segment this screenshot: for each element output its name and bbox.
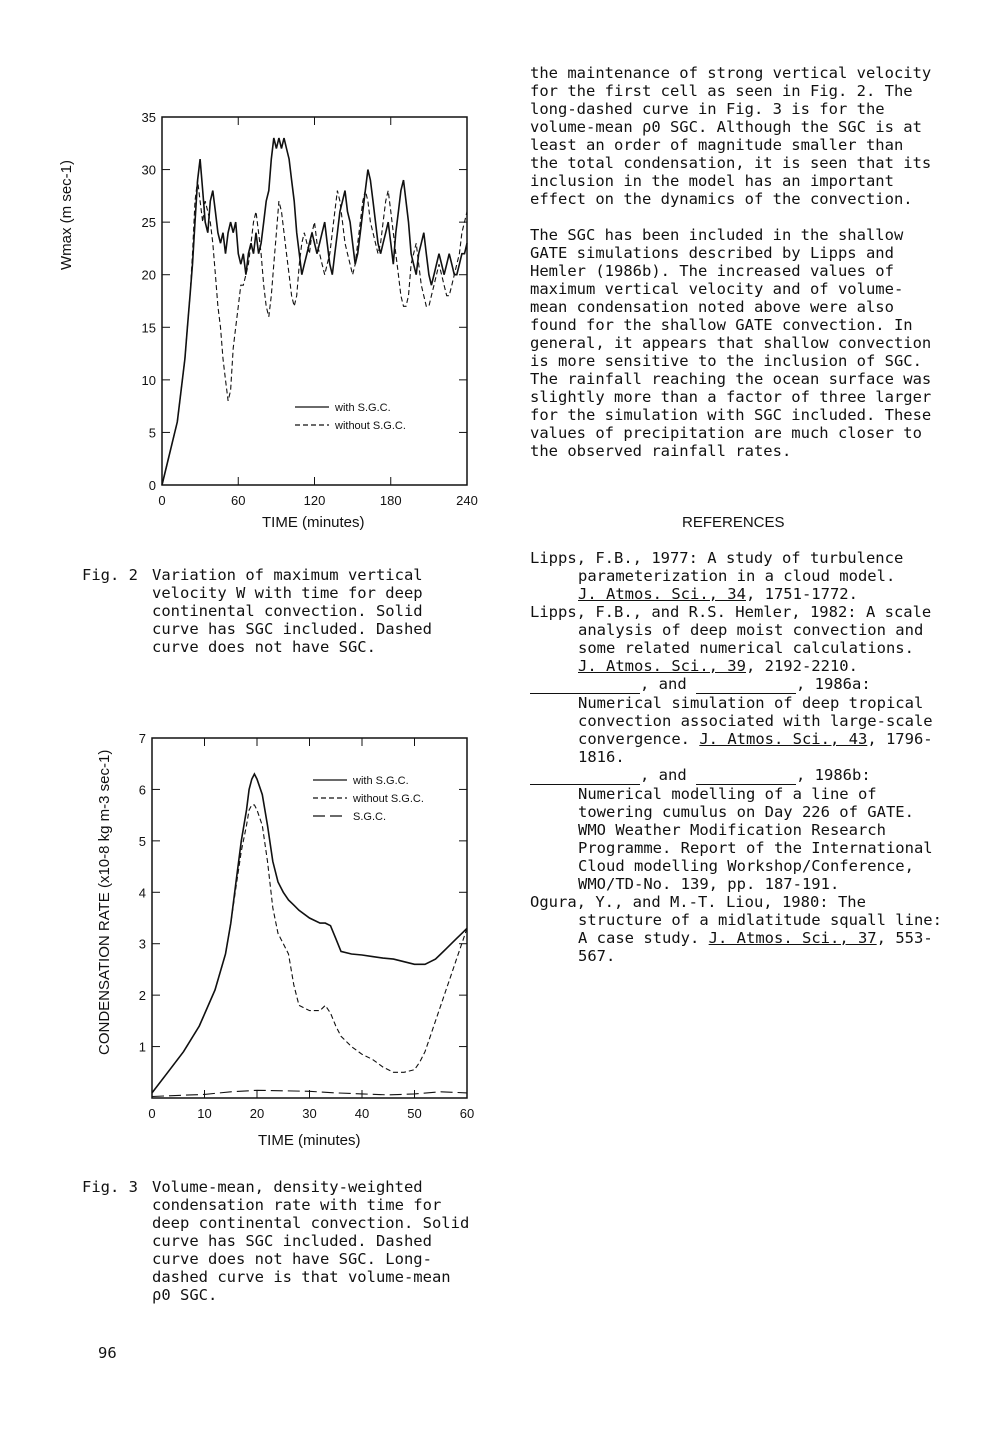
fig3-chart (80, 720, 500, 1130)
fig2-ylabel (58, 160, 75, 270)
y-tick-label: 20 (141, 267, 156, 283)
ref4-and: , and (640, 766, 687, 784)
y-tick-label: 7 (138, 731, 146, 746)
series-line-without-s-g-c- (152, 805, 467, 1093)
ref4-author-blank-2 (696, 766, 796, 785)
fig3-ylabel-text: CONDENSATION RATE (x10-8 kg m-3 sec-1) (96, 749, 113, 1055)
x-tick-label: 10 (197, 1106, 212, 1121)
x-tick-label: 0 (148, 1106, 156, 1121)
x-tick-label: 20 (249, 1106, 265, 1121)
ref3-journal: J. Atmos. Sci., 43 (699, 730, 868, 748)
ref2-pages: , 2192-2210. (745, 657, 858, 675)
y-tick-label: 1 (138, 1039, 146, 1055)
legend-label: with S.G.C. (353, 775, 409, 787)
y-tick-label: 30 (141, 162, 156, 178)
ref5-pages: , 553-567. (578, 929, 933, 965)
ref1-journal: J. Atmos. Sci., 34 (578, 585, 746, 603)
y-tick-label: 10 (141, 372, 156, 388)
series-line-with-s-g-c- (162, 138, 467, 485)
y-tick-label: 5 (148, 425, 156, 441)
fig2-ylabel-text: Wmax (m sec-1) (58, 160, 75, 270)
ref4-year: , 1986b: (796, 766, 871, 784)
fig2-xlabel: TIME (minutes) (262, 514, 365, 531)
legend-label: with S.G.C. (335, 402, 391, 414)
reference-lipps-hemler-1982 (530, 603, 950, 675)
ref4-author-blank (530, 766, 640, 785)
reference-1986b (530, 766, 950, 893)
fig2-plot (142, 110, 478, 508)
y-tick-label: 0 (148, 478, 156, 493)
ref2-journal: J. Atmos. Sci., 39 (578, 657, 746, 675)
ref3-year: , 1986a: (796, 675, 871, 693)
ref3-author-blank (530, 675, 640, 694)
series-line-with-s-g-c- (152, 774, 467, 1093)
fig3-xlabel: TIME (minutes) (258, 1132, 361, 1149)
fig2-label: Fig. 2 (82, 566, 138, 584)
ref3-body: Numerical simulation of deep tropical convection associated with large-scale convergence. (578, 694, 933, 748)
reference-ogura-liou-1980 (530, 893, 950, 965)
page-number: 96 (98, 1344, 117, 1362)
fig2-chart (80, 105, 500, 535)
x-tick-label: 0 (158, 493, 166, 508)
legend-label: without S.G.C. (335, 420, 406, 432)
legend-label: S.G.C. (353, 811, 387, 823)
ref3-author-blank-2 (696, 675, 796, 694)
y-tick-label: 3 (138, 936, 146, 952)
x-tick-label: 30 (302, 1106, 317, 1121)
body-paragraph-2: The SGC has been included in the shallow GATE simulations described by Lipps and Hemler (1986b). The increased values of maximum vertical velocity and of volume-mean condensation noted above were also found for the shallow GATE convection. In general, it appears that shallow convection is more sensitive to the inclusion of SGC. The rainfall reaching the ocean surface was slightly more than a factor of three larger for the simulation with SGC included. These values of precipitation are much closer to the observed rainfall rates. (530, 226, 932, 460)
reference-1986a (530, 675, 950, 766)
plot-frame (162, 117, 467, 485)
y-tick-label: 2 (138, 988, 146, 1004)
legend-label: without S.G.C. (353, 793, 424, 805)
x-tick-label: 60 (231, 493, 246, 508)
references-list (530, 549, 950, 965)
ref3-pages: , 1796-1816. (578, 730, 933, 766)
references-heading: REFERENCES (682, 514, 785, 531)
reference-lipps-1977 (530, 549, 950, 603)
ref3-and: , and (640, 675, 687, 693)
y-tick-label: 6 (138, 782, 146, 798)
ref5-head: Ogura, Y., and M.-T. Liou, 1980: The structure of a midlatitude squall line: A case study. (530, 893, 942, 947)
x-tick-label: 120 (303, 493, 326, 508)
ref2-head: Lipps, F.B., and R.S. Hemler, 1982: A scale analysis of deep moist convection and some related numerical calculations. (530, 603, 932, 657)
x-tick-label: 180 (379, 493, 402, 508)
fig2-caption: Variation of maximum vertical velocity W with time for deep continental convection. Solid curve has SGC included. Dashed curve does not have SGC. (152, 566, 432, 656)
x-tick-label: 40 (354, 1106, 370, 1121)
ref1-head: Lipps, F.B., 1977: A study of turbulence parameterization in a cloud model. (530, 549, 904, 585)
fig3-label: Fig. 3 (82, 1178, 138, 1196)
ref1-pages: , 1751-1772. (745, 585, 858, 603)
y-tick-label: 35 (141, 110, 156, 125)
ref4-body: Numerical modelling of a line of towering cumulus on Day 226 of GATE. WMO Weather Modification Research Programme. Report of the International Cloud modelling Workshop/Conference, WMO/TD-No. 139, pp. 187-191. (578, 785, 933, 893)
y-tick-label: 4 (138, 885, 146, 901)
fig3-plot (139, 731, 474, 1121)
x-tick-label: 50 (407, 1106, 422, 1121)
y-tick-label: 5 (138, 833, 146, 849)
ref5-journal: J. Atmos. Sci., 37 (708, 929, 877, 947)
fig3-caption: Volume-mean, density-weighted condensation rate with time for deep continental convection. Solid curve has SGC included. Dashed curve does not have SGC. Long-dashed curve is that volume-mean ρ0 SGC. (152, 1178, 470, 1304)
right-column (530, 64, 940, 460)
body-paragraph-1: the maintenance of strong vertical velocity for the first cell as seen in Fig. 2. The long-dashed curve in Fig. 3 is for the volume-mean ρ0 SGC. Although the SGC is at least an order of magnitude smaller than the total condensation, it is seen that its inclusion in the model has an important effect on the dynamics of the convection. (530, 64, 932, 208)
fig3-ylabel (96, 750, 113, 1055)
y-tick-label: 15 (141, 320, 156, 336)
y-tick-label: 25 (141, 215, 156, 231)
x-tick-label: 60 (459, 1106, 475, 1121)
x-tick-label: 240 (456, 493, 478, 508)
